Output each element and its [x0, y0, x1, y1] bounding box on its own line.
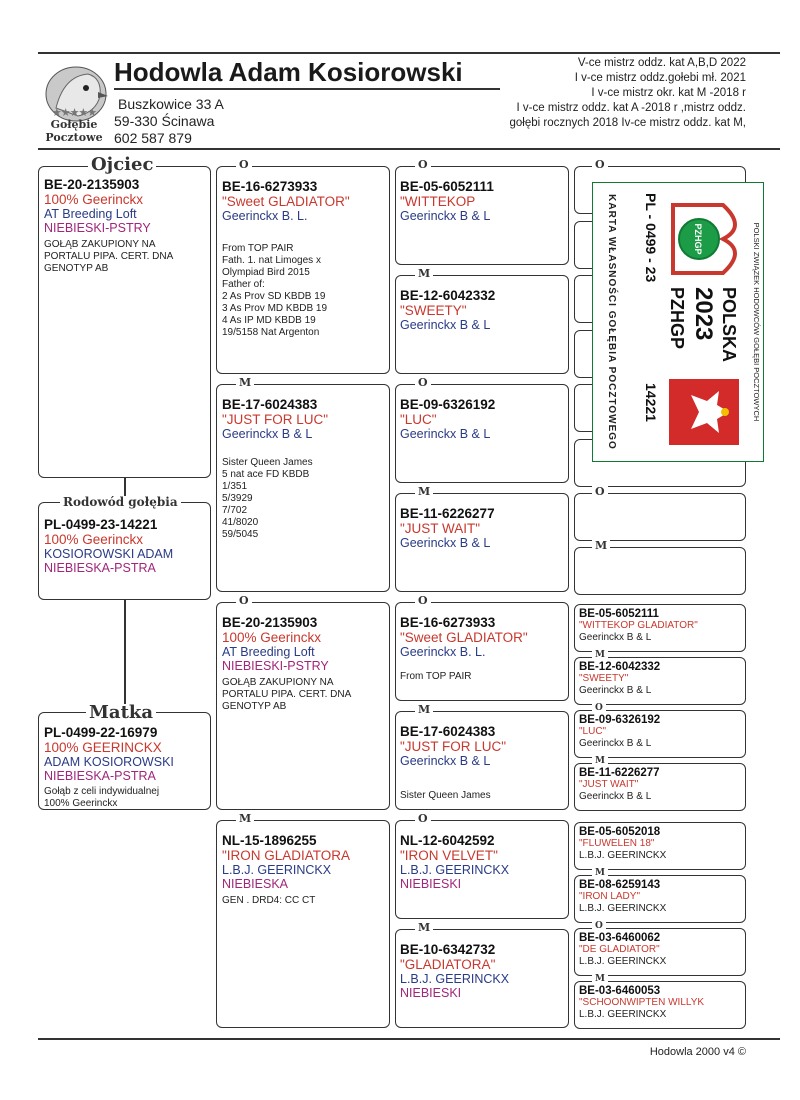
note-line: 3 As Prov MD KBDB 19	[222, 303, 328, 314]
achievements-list	[510, 56, 747, 131]
gen4-box	[574, 604, 746, 652]
note-line: PORTALU PIPA. CERT. DNA	[222, 689, 352, 700]
pigeon-breeder: L.B.J. GEERINCKX	[579, 1009, 667, 1020]
pigeon-color: NIEBIESKI-PSTRY	[44, 221, 151, 235]
pigeon-id: BE-03-6460053	[579, 985, 661, 997]
sex-label-o: O	[236, 159, 252, 170]
page-title: Hodowla Adam Kosiorowski	[114, 57, 463, 87]
pigeon-id: BE-20-2135903	[222, 615, 318, 630]
pigeon-id: BE-12-6042332	[579, 661, 661, 673]
logo-stars: ★★★★★	[51, 107, 97, 119]
father-box	[38, 166, 211, 478]
logo	[38, 56, 110, 148]
note-line: 100% Geerinckx	[44, 798, 118, 809]
header-top-rule	[38, 52, 780, 54]
sex-label-o: O	[592, 486, 608, 497]
address-line1: Buszkowice 33 A	[118, 96, 224, 112]
pigeon-breeder: Geerinckx B & L	[400, 536, 491, 550]
pigeon-breeder: L.B.J. GEERINCKX	[579, 903, 667, 914]
pigeon-breeder: AT Breeding Loft	[222, 645, 315, 659]
pigeon-breeder: Geerinckx B & L	[400, 427, 491, 441]
grandmother-maternal-box	[216, 820, 390, 1028]
pigeon-name: "Sweet GLADIATOR"	[222, 194, 350, 209]
pigeon-color: NIEBIESKA	[222, 877, 288, 891]
pigeon-breeder: Geerinckx B & L	[579, 685, 652, 696]
pigeon-id: BE-03-6460062	[579, 932, 661, 944]
pigeon-id: PL-0499-22-16979	[44, 725, 158, 740]
pigeon-name: "JUST FOR LUC"	[400, 739, 507, 754]
pigeon-breeder: Geerinckx B & L	[400, 209, 491, 223]
note-line: PORTALU PIPA. CERT. DNA	[44, 251, 174, 262]
pigeon-name: "WITTEKOP	[400, 194, 476, 209]
gen3-box	[395, 166, 569, 265]
pigeon-breeder: Geerinckx B. L.	[222, 209, 308, 223]
pigeon-notes	[222, 457, 389, 541]
note-line: GENOTYP AB	[44, 263, 109, 274]
pigeon-name: 100% GEERINCKX	[44, 740, 162, 755]
note-line: GOŁĄB ZAKUPIONY NA	[222, 677, 334, 688]
note-line: Olympiad Bird 2015	[222, 267, 310, 278]
gen3-box	[395, 493, 569, 592]
ownership-card-content	[593, 183, 763, 461]
pigeon-name: "IRON LADY"	[579, 891, 641, 902]
pigeon-color: NIEBIESKI	[400, 986, 462, 1000]
pigeon-notes	[44, 239, 210, 275]
card-number: 14221	[643, 383, 659, 422]
card-abbr: PZHGP	[667, 287, 687, 350]
pigeon-name: "JUST WAIT"	[579, 779, 639, 790]
title-underline	[114, 88, 500, 90]
card-emblem	[665, 197, 745, 281]
note-line: 7/702	[222, 505, 248, 516]
pigeon-name: "JUST WAIT"	[400, 521, 481, 536]
gen4-box	[574, 763, 746, 811]
pigeon-notes	[222, 677, 389, 713]
sex-label-o: O	[592, 159, 608, 170]
pigeon-breeder: L.B.J. GEERINCKX	[579, 956, 667, 967]
card-org: POLSKI ZWIĄZEK HODOWCÓW GOŁĘBI POCZTOWYCH	[752, 222, 761, 422]
mother-box	[38, 712, 211, 810]
pigeon-breeder: Geerinckx B & L	[222, 427, 313, 441]
logo-text-1: Gołębie	[50, 118, 98, 131]
pigeon-breeder: Geerinckx B. L.	[400, 645, 486, 659]
pigeon-name: "SWEETY"	[400, 303, 467, 318]
polish-eagle-icon	[669, 379, 739, 445]
pigeon-name: 100% Geerinckx	[222, 630, 322, 645]
pigeon-color: NIEBIESKA-PSTRA	[44, 769, 156, 783]
note-line: 4 As IP MD KBDB 19	[222, 315, 316, 326]
pigeon-name: "SWEETY"	[579, 673, 629, 684]
pigeon-name: "WITTEKOP GLADIATOR"	[579, 620, 698, 631]
note-line: 2 As Prov SD KBDB 19	[222, 291, 326, 302]
sex-label-m: M	[415, 268, 433, 279]
pigeon-name: "SCHOONWIPTEN WILLYK	[579, 997, 705, 1008]
emblem-text: PZHGP	[693, 223, 703, 255]
pigeon-breeder: L.B.J. GEERINCKX	[579, 850, 667, 861]
achievement: I v-ce mistrz oddz.gołebi mł. 2021	[574, 72, 746, 84]
pigeon-color: NIEBIESKA-PSTRA	[44, 561, 156, 575]
note-line: GOŁĄB ZAKUPIONY NA	[44, 239, 156, 250]
pigeon-breeder: L.B.J. GEERINCKX	[400, 863, 510, 877]
sex-label-m: M	[592, 975, 608, 984]
card-ring: PL - 0499 - 23	[643, 193, 659, 283]
pigeon-name: "LUC"	[579, 726, 607, 737]
note-line: 41/8020	[222, 517, 259, 528]
sex-label-m: M	[236, 813, 254, 824]
pigeon-id: NL-12-6042592	[400, 833, 495, 848]
pigeon-id: BE-05-6052111	[579, 608, 659, 620]
father-label: Ojciec	[88, 156, 156, 174]
pigeon-name: "Sweet GLADIATOR"	[400, 630, 528, 645]
pigeon-notes	[44, 786, 210, 810]
gen4-box	[574, 928, 746, 976]
sex-label-m: M	[592, 651, 608, 660]
note-line: 1/351	[222, 481, 248, 492]
subject-box	[38, 502, 211, 600]
phone-number: 602 587 879	[114, 130, 192, 146]
gen4-box	[574, 657, 746, 705]
gen3-box	[395, 602, 569, 701]
pzhgp-emblem-icon	[665, 197, 745, 281]
logo-text-2: Pocztowe	[45, 131, 103, 144]
pigeon-id: BE-16-6273933	[222, 179, 318, 194]
sex-label-m: M	[415, 922, 433, 933]
gen4-box	[574, 710, 746, 758]
note-line: GENOTYP AB	[222, 701, 287, 712]
gen4-box-empty	[574, 547, 746, 595]
pigeon-breeder: KOSIOROWSKI ADAM	[44, 547, 174, 561]
pigeon-breeder: Geerinckx B & L	[579, 632, 652, 643]
grandmother-paternal-box	[216, 384, 390, 592]
pigeon-color: NIEBIESKI-PSTRY	[222, 659, 329, 673]
pigeon-breeder: Geerinckx B & L	[400, 754, 491, 768]
footer-rule	[38, 1038, 780, 1040]
pigeon-name: "GLADIATORA"	[400, 957, 496, 972]
pigeon-id: BE-12-6042332	[400, 288, 496, 303]
pigeon-id: BE-16-6273933	[400, 615, 496, 630]
note-line: Gołąb z celi indywidualnej	[44, 786, 160, 797]
gen3-box	[395, 275, 569, 374]
pigeon-name: "DE GLADIATOR"	[579, 944, 660, 955]
sex-label-o: O	[415, 159, 431, 170]
pigeon-breeder: Geerinckx B & L	[400, 318, 491, 332]
sex-label-o: O	[415, 813, 431, 824]
note-line: From TOP PAIR	[222, 243, 294, 254]
pigeon-id: BE-09-6326192	[579, 714, 661, 726]
grandfather-paternal-box	[216, 166, 390, 374]
header-bottom-rule	[38, 148, 780, 150]
pigeon-note: Sister Queen James	[400, 790, 491, 801]
note-line: 59/5045	[222, 529, 259, 540]
pigeon-breeder: Geerinckx B & L	[579, 738, 652, 749]
pigeon-id: NL-15-1896255	[222, 833, 317, 848]
sex-label-m: M	[592, 869, 608, 878]
note-line: GEN . DRD4: CC CT	[222, 895, 316, 906]
pigeon-name: "LUC"	[400, 412, 437, 427]
connector-line	[124, 600, 126, 712]
achievement: I v-ce mistrz oddz. kat A -2018 r ,mistrz oddz.	[516, 102, 746, 114]
pigeon-id: BE-09-6326192	[400, 397, 496, 412]
pigeon-name: "FLUWELEN 18"	[579, 838, 655, 849]
pigeon-breeder: ADAM KOSIOROWSKI	[44, 755, 174, 769]
pigeon-id: BE-17-6024383	[400, 724, 496, 739]
grandfather-maternal-box	[216, 602, 390, 810]
pigeon-notes	[222, 895, 389, 907]
ownership-card	[592, 182, 764, 462]
card-country: POLSKA	[719, 287, 739, 363]
card-year: 2023	[690, 287, 717, 341]
gen3-box	[395, 820, 569, 919]
sex-label-o: O	[592, 922, 606, 931]
pigeon-id: BE-05-6052018	[579, 826, 661, 838]
gen3-box	[395, 929, 569, 1028]
gen3-box	[395, 711, 569, 810]
sex-label-m: M	[592, 757, 608, 766]
gen3-box	[395, 384, 569, 483]
pigeon-name: 100% Geerinckx	[44, 192, 144, 207]
pigeon-name: "IRON VELVET"	[400, 848, 498, 863]
pigeon-id: BE-05-6052111	[400, 179, 494, 194]
gen4-box	[574, 822, 746, 870]
pigeon-id: BE-10-6342732	[400, 942, 496, 957]
sex-label-m: M	[236, 377, 254, 388]
sex-label-o: O	[415, 377, 431, 388]
pigeon-id: BE-11-6226277	[579, 767, 660, 779]
gen4-box-empty	[574, 493, 746, 541]
pigeon-note: From TOP PAIR	[400, 671, 472, 682]
note-line: Fath. 1. nat Limoges x	[222, 255, 321, 266]
note-line: Father of:	[222, 279, 265, 290]
achievement: I v-ce mistrz okr. kat M -2018 r	[591, 87, 746, 99]
achievement: gołębi rocznych 2018 Iv-ce mistrz oddz. kat M,	[509, 117, 746, 129]
pigeon-breeder: L.B.J. GEERINCKX	[222, 863, 332, 877]
card-flag	[669, 379, 739, 445]
card-title: KARTA WŁASNOŚCI GOŁĘBIA POCZTOWEGO	[606, 194, 617, 450]
note-line: 5 nat ace FD KBDB	[222, 469, 310, 480]
sex-label-o: O	[236, 595, 252, 606]
note-line: 19/5158 Nat Argenton	[222, 327, 320, 338]
gen4-box	[574, 981, 746, 1029]
pigeon-notes	[222, 243, 389, 339]
footer-text: Hodowla 2000 v4 ©	[649, 1046, 746, 1058]
mother-label: Matka	[86, 704, 156, 722]
note-line: Sister Queen James	[222, 457, 313, 468]
pigeon-color: NIEBIESKI	[400, 877, 462, 891]
pigeon-id: BE-11-6226277	[400, 506, 495, 521]
sex-label-o: O	[592, 704, 606, 713]
pigeon-breeder: Geerinckx B & L	[579, 791, 652, 802]
pigeon-name: "JUST FOR LUC"	[222, 412, 329, 427]
pedigree-label: Rodowód gołębia	[60, 496, 181, 508]
pigeon-id: BE-20-2135903	[44, 177, 140, 192]
pigeon-id: BE-17-6024383	[222, 397, 318, 412]
note-line: 5/3929	[222, 493, 253, 504]
pigeon-name: "IRON GLADIATORA	[222, 848, 351, 863]
sex-label-o: O	[415, 595, 431, 606]
pigeon-id: BE-08-6259143	[579, 879, 661, 891]
sex-label-m: M	[415, 704, 433, 715]
pigeon-breeder: L.B.J. GEERINCKX	[400, 972, 510, 986]
gen4-box	[574, 875, 746, 923]
pigeon-breeder: AT Breeding Loft	[44, 207, 137, 221]
pigeon-id: PL-0499-23-14221	[44, 517, 158, 532]
address-line2: 59-330 Ścinawa	[114, 113, 215, 129]
pigeon-name: 100% Geerinckx	[44, 532, 144, 547]
achievement: V-ce mistrz oddz. kat A,B,D 2022	[577, 57, 746, 69]
sex-label-m: M	[415, 486, 433, 497]
sex-label-m: M	[592, 540, 610, 551]
